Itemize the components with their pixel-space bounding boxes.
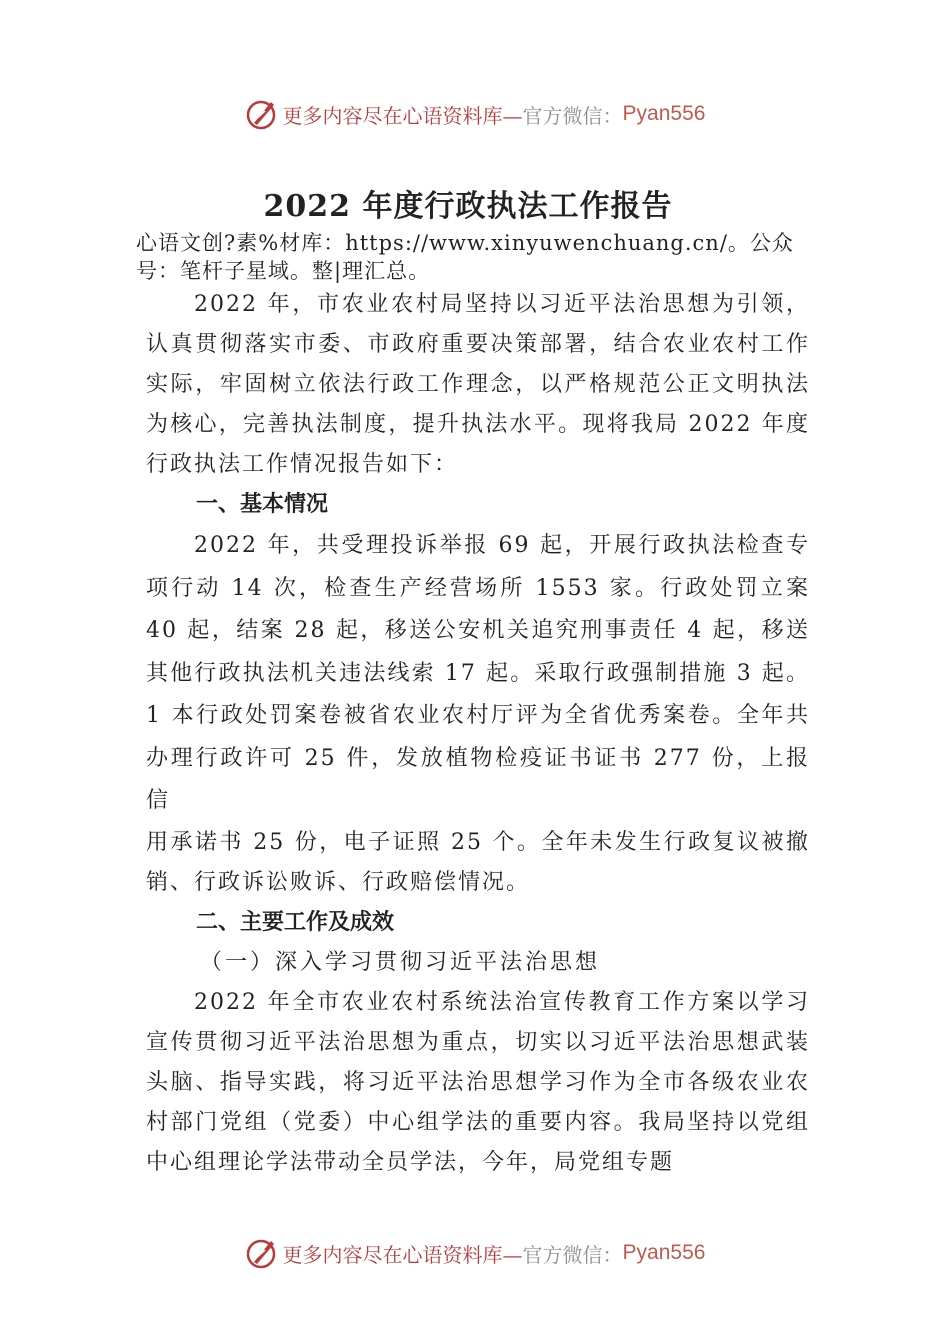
footer-banner <box>0 1233 950 1273</box>
banner-wechat-label: 官方微信： <box>522 1242 623 1267</box>
header-banner <box>0 94 950 134</box>
source-line: 心语文创?素%材库：https://www.xinyuwenchuang.cn/。公众号：笔杆子星域。整|理汇总。 <box>136 231 794 283</box>
section1-paragraph: 2022 年，共受理投诉举报 69 起，开展行政执法检查专项行动 14 次，检查生产经营场所 1553 家。行政处罚立案 40 起，结案 28 起，移送公安机关追究刑事责任 4 起，移送其他行政执法机关违法线索 17 起。采取行政强制措施 3 起。1 本行政处罚案卷被省农业农村厅评为全省优秀案卷。全年共办理行政许可 25 件，发放植物检疫证书证书 277 份，上报信 <box>146 533 810 813</box>
quill-pen-seal-icon <box>245 97 279 131</box>
banner-text: 更多内容尽在心语资料库— <box>282 103 523 128</box>
banner-wechat-label: 官方微信： <box>522 103 623 128</box>
banner-account: Pyan556 <box>622 102 706 125</box>
section1-paragraph-continued: 用承诺书 25 份，电子证照 25 个。全年未发生行政复议被撤销、行政诉讼败诉、行政赔偿情况。 <box>146 829 810 895</box>
document-title: 2022 年度行政执法工作报告 <box>263 189 673 224</box>
banner-text: 更多内容尽在心语资料库— <box>282 1242 523 1267</box>
section2-heading: 二、主要工作及成效 <box>196 909 395 935</box>
banner-account: Pyan556 <box>622 1241 706 1264</box>
intro-paragraph: 2022 年，市农业农村局坚持以习近平法治思想为引领，认真贯彻落实市委、市政府重要决策部署，结合农业农村工作实际，牢固树立依法行政工作理念，以严格规范公正文明执法为核心，完善执法制度，提升执法水平。现将我局 2022 年度行政执法工作情况报告如下： <box>146 292 810 477</box>
quill-pen-seal-icon <box>245 1236 279 1270</box>
document-body <box>136 185 810 1183</box>
subsection1-heading: （一）深入学习贯彻习近平法治思想 <box>200 949 601 975</box>
section1-heading: 一、基本情况 <box>196 492 329 517</box>
subsection1-paragraph: 2022 年全市农业农村系统法治宣传教育工作方案以学习宣传贯彻习近平法治思想为重点，切实以习近平法治思想武装头脑、指导实践，将习近平法治思想学习作为全市各级农业农村部门党组（党委）中心组学法的重要内容。我局坚持以党组中心组理论学法带动全员学法，今年，局党组专题 <box>146 989 810 1175</box>
